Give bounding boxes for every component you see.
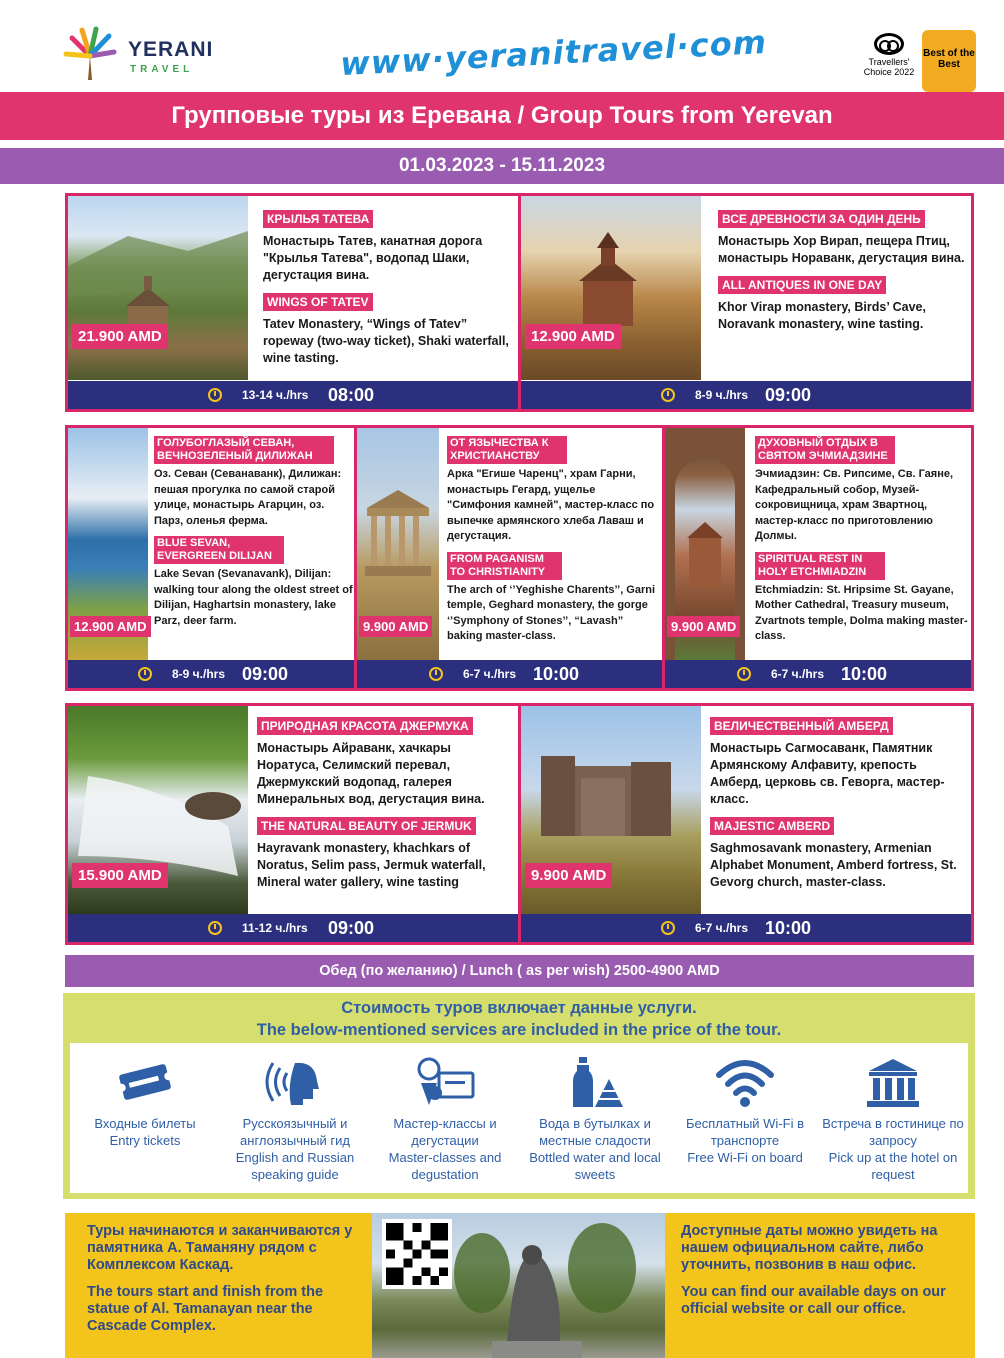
- tour-desc-en: The arch of ‘’Yeghishe Charents’’, Garni temple, Geghard monastery, the gorge ‘’Symphony of Stones’’, “Lavash” baking master-class.: [447, 583, 656, 642]
- service-label-en: Free Wi-Fi on board: [687, 1150, 803, 1165]
- tour-start-time: 08:00: [328, 385, 375, 405]
- travellers-choice-badge: [862, 30, 916, 94]
- service-label-en: English and Russian speaking guide: [235, 1150, 355, 1182]
- meeting-point-en: The tours start and finish from the statue of Al. Tamanayan near the Cascade Complex.: [87, 1284, 324, 1334]
- award1-text: Travellers' Choice 2022: [863, 57, 915, 77]
- service-label-en: Master-classes and degustation: [388, 1150, 502, 1182]
- tour-schedule-bar: [68, 660, 354, 688]
- tour-start-time: 09:00: [765, 385, 812, 405]
- tour-title-en: THE NATURAL BEAUTY OF JERMUK: [257, 817, 476, 835]
- clock-icon: [661, 388, 675, 402]
- price-tag: 9.900 AMD: [525, 863, 612, 888]
- tour-desc-ru: Эчмиадзин: Св. Рипсиме, Св. Гаяне, Кафедральный собор, Музей-сокровищница, храм Звартноц, мастер-класс по приготовлению Долмы.: [755, 468, 954, 542]
- tour-duration: 6-7 ч./hrs: [771, 667, 824, 681]
- tour-start-time: 10:00: [765, 918, 812, 938]
- tour-title-en: SPIRITUAL REST IN HOLY ETCHMIADZIN: [755, 552, 885, 580]
- tour-title-en: MAJESTIC AMBERD: [710, 817, 834, 835]
- tour-title-en: FROM PAGANISM TO CHRISTIANITY: [447, 552, 562, 580]
- service-label-en: Entry tickets: [109, 1133, 181, 1148]
- price-tag: 12.900 AMD: [70, 616, 151, 637]
- logo-name: YERANI: [128, 38, 214, 61]
- service-label-ru: Вода в бутылках и местные сладости: [539, 1116, 651, 1148]
- tour-start-time: 10:00: [841, 664, 888, 684]
- award2-text: Best of the Best: [923, 48, 975, 70]
- price-tag: 15.900 AMD: [72, 863, 168, 888]
- service-item: [220, 1043, 370, 1193]
- tour-desc-ru: Монастырь Хор Вирап, пещера Птиц, монастырь Нораванк, дегустация вина.: [718, 234, 965, 265]
- clock-icon: [208, 921, 222, 935]
- qr-code-icon: [386, 1223, 448, 1285]
- tour-photo-antiques: [521, 196, 701, 380]
- tour-card-etchmiadzin[interactable]: [662, 425, 974, 691]
- service-item: [670, 1043, 820, 1193]
- tour-card-sevan[interactable]: [65, 425, 357, 691]
- service-label-ru: Русскоязычный и англоязычный гид: [240, 1116, 350, 1148]
- tour-duration: 8-9 ч./hrs: [172, 667, 225, 681]
- clock-icon: [429, 667, 443, 681]
- service-item: [818, 1043, 968, 1193]
- website-link[interactable]: www·yeranitravel·com: [339, 22, 768, 84]
- service-item: [370, 1043, 520, 1193]
- clock-icon: [208, 388, 222, 402]
- service-item: [70, 1043, 220, 1193]
- tour-schedule-bar: [357, 660, 662, 688]
- tour-desc-ru: Оз. Севан (Севанаванк), Дилижан: пешая прогулка по самой старой улице, монастырь Агарцин, оз. Парз, оленья ферма.: [154, 468, 342, 527]
- tour-photo-tatev: [68, 196, 248, 380]
- logo[interactable]: [62, 26, 222, 86]
- tour-card-antiques[interactable]: [518, 193, 974, 412]
- tour-duration: 6-7 ч./hrs: [463, 667, 516, 681]
- available-dates-ru: Доступные даты можно увидеть на нашем официальном сайте, либо уточнить, позвонив в наш офис.: [681, 1223, 938, 1273]
- services-heading-ru: Стоимость туров включает данные услуги.: [341, 999, 697, 1017]
- price-tag: 9.900 AMD: [667, 616, 740, 637]
- tour-duration: 6-7 ч./hrs: [695, 921, 748, 935]
- tour-schedule-bar: [68, 381, 518, 409]
- tour-schedule-bar: [665, 660, 971, 688]
- speaking-guide-icon: [265, 1055, 325, 1109]
- church-illustration: [521, 196, 701, 380]
- service-label-ru: Бесплатный Wi-Fi в транспорте: [685, 1116, 804, 1148]
- tour-title-ru: ВЕЛИЧЕСТВЕННЫЙ АМБЕРД: [710, 717, 893, 735]
- service-label-en: Pick up at the hotel on request: [828, 1150, 958, 1182]
- wifi-icon: [715, 1055, 775, 1109]
- hotel-icon: [863, 1055, 923, 1109]
- price-tag: 12.900 AMD: [525, 324, 621, 349]
- footer: [65, 1213, 975, 1358]
- tour-title-ru: ПРИРОДНАЯ КРАСОТА ДЖЕРМУКА: [257, 717, 473, 735]
- tour-desc-ru: Монастырь Айраванк, хачкары Норатуса, Селимский перевал, Джермукский водопад, галерея Минеральных вод, дегустация вина.: [257, 741, 485, 806]
- price-tag: 21.900 AMD: [72, 324, 168, 349]
- services-heading-en: The below-mentioned services are included in the price of the tour.: [256, 1021, 782, 1039]
- tour-title-ru: ВСЕ ДРЕВНОСТИ ЗА ОДИН ДЕНЬ: [718, 210, 925, 228]
- tour-desc-ru: Арка "Егише Чаренц", храм Гарни, монастырь Гегард, ущелье "Симфония камней", мастер-класс по выпечке армянского хлеба Лаваш и дегустация.: [447, 468, 655, 542]
- price-tag: 9.900 AMD: [359, 616, 432, 637]
- tour-desc-en: Etchmiadzin: St. Hripsime St. Gayane, Mother Cathedral, Treasury museum, Zvartnots temple, Dolma making master-class.: [755, 583, 968, 642]
- clock-icon: [737, 667, 751, 681]
- tour-duration: 13-14 ч./hrs: [242, 388, 309, 402]
- clock-icon: [138, 667, 152, 681]
- tamanyan-statue-photo: [372, 1213, 665, 1358]
- tour-desc-en: Tatev Monastery, “Wings of Tatev” ropeway (two-way ticket), Shaki waterfall, wine tasting.: [263, 317, 509, 365]
- tour-start-time: 09:00: [328, 918, 375, 938]
- qr-code[interactable]: [382, 1219, 452, 1289]
- service-item: [520, 1043, 670, 1193]
- tour-schedule-bar: [521, 381, 971, 409]
- tour-desc-en: Saghmosavank monastery, Armenian Alphabet Monument, Amberd fortress, St. Gevorg church, master-class.: [710, 841, 957, 889]
- tour-desc-ru: Монастырь Сагмосаванк, Памятник Армянскому Алфавиту, крепость Амберд, церковь св. Геворга, мастер-класс.: [710, 741, 945, 806]
- tour-title-ru: КРЫЛЬЯ ТАТЕВА: [263, 210, 373, 228]
- tour-title-ru: ГОЛУБОГЛАЗЫЙ СЕВАН, ВЕЧНОЗЕЛЕНЫЙ ДИЛИЖАН: [154, 436, 334, 464]
- page-title: Групповые туры из Еревана / Group Tours from Yerevan: [0, 92, 1004, 140]
- tour-title-en: WINGS OF TATEV: [263, 293, 373, 311]
- tour-desc-en: Lake Sevan (Sevanavank), Dilijan: walking tour along the oldest street of Dilijan, Haghartsin monastery, lake Parz, deer farm.: [154, 568, 353, 627]
- tour-title-en: BLUE SEVAN, EVERGREEN DILIJAN: [154, 536, 284, 564]
- master-class-icon: [415, 1055, 475, 1109]
- tour-title-ru: ДУХОВНЫЙ ОТДЫХ В СВЯТОМ ЭЧМИАДЗИНЕ: [755, 436, 895, 464]
- tour-card-jermuk[interactable]: [65, 703, 521, 945]
- clock-icon: [661, 921, 675, 935]
- bottle-sweets-icon: [565, 1055, 625, 1109]
- service-label-ru: Встреча в гостинице по запросу: [822, 1116, 964, 1148]
- tour-card-amberd[interactable]: [518, 703, 974, 945]
- tour-duration: 8-9 ч./hrs: [695, 388, 748, 402]
- service-label-ru: Мастер-классы и дегустации: [393, 1116, 497, 1148]
- logo-sub: TRAVEL: [130, 64, 194, 75]
- tour-title-ru: ОТ ЯЗЫЧЕСТВА К ХРИСТИАНСТВУ: [447, 436, 567, 464]
- date-range: 01.03.2023 - 15.11.2023: [0, 148, 1004, 184]
- best-of-best-badge: [922, 30, 976, 92]
- service-label-ru: Входные билеты: [94, 1116, 196, 1131]
- tour-duration: 11-12 ч./hrs: [242, 921, 308, 935]
- tour-title-en: ALL ANTIQUES IN ONE DAY: [718, 276, 886, 294]
- tour-desc-ru: Монастырь Татев, канатная дорога "Крылья Татева", водопад Шаки, дегустация вина.: [263, 234, 483, 282]
- lunch-bar: Обед (по желанию) / Lunch ( as per wish) 2500-4900 AMD: [65, 955, 974, 987]
- tour-schedule-bar: [521, 914, 971, 942]
- tour-start-time: 09:00: [242, 664, 289, 684]
- tour-schedule-bar: [68, 914, 518, 942]
- monastery-illustration: [68, 196, 248, 380]
- tree-logo-icon: [62, 26, 118, 82]
- owl-icon: [874, 33, 904, 55]
- tour-card-tatev[interactable]: [65, 193, 521, 412]
- tour-desc-en: Khor Virap monastery, Birds’ Cave, Noravank monastery, wine tasting.: [718, 300, 926, 331]
- service-label-en: Bottled water and local sweets: [529, 1150, 661, 1182]
- meeting-point-ru: Туры начинаются и заканчиваются у памятника А. Таманяну рядом с Комплексом Каскад.: [87, 1223, 353, 1273]
- available-dates-en: You can find our available days on our official website or call our office.: [681, 1284, 946, 1317]
- ticket-icon: [115, 1055, 175, 1109]
- included-services: [63, 993, 975, 1199]
- tour-desc-en: Hayravank monastery, khachkars of Noratus, Selim pass, Jermuk waterfall, Mineral water gallery, wine tasting: [257, 841, 486, 889]
- tour-start-time: 10:00: [533, 664, 580, 684]
- tour-card-paganism[interactable]: [354, 425, 665, 691]
